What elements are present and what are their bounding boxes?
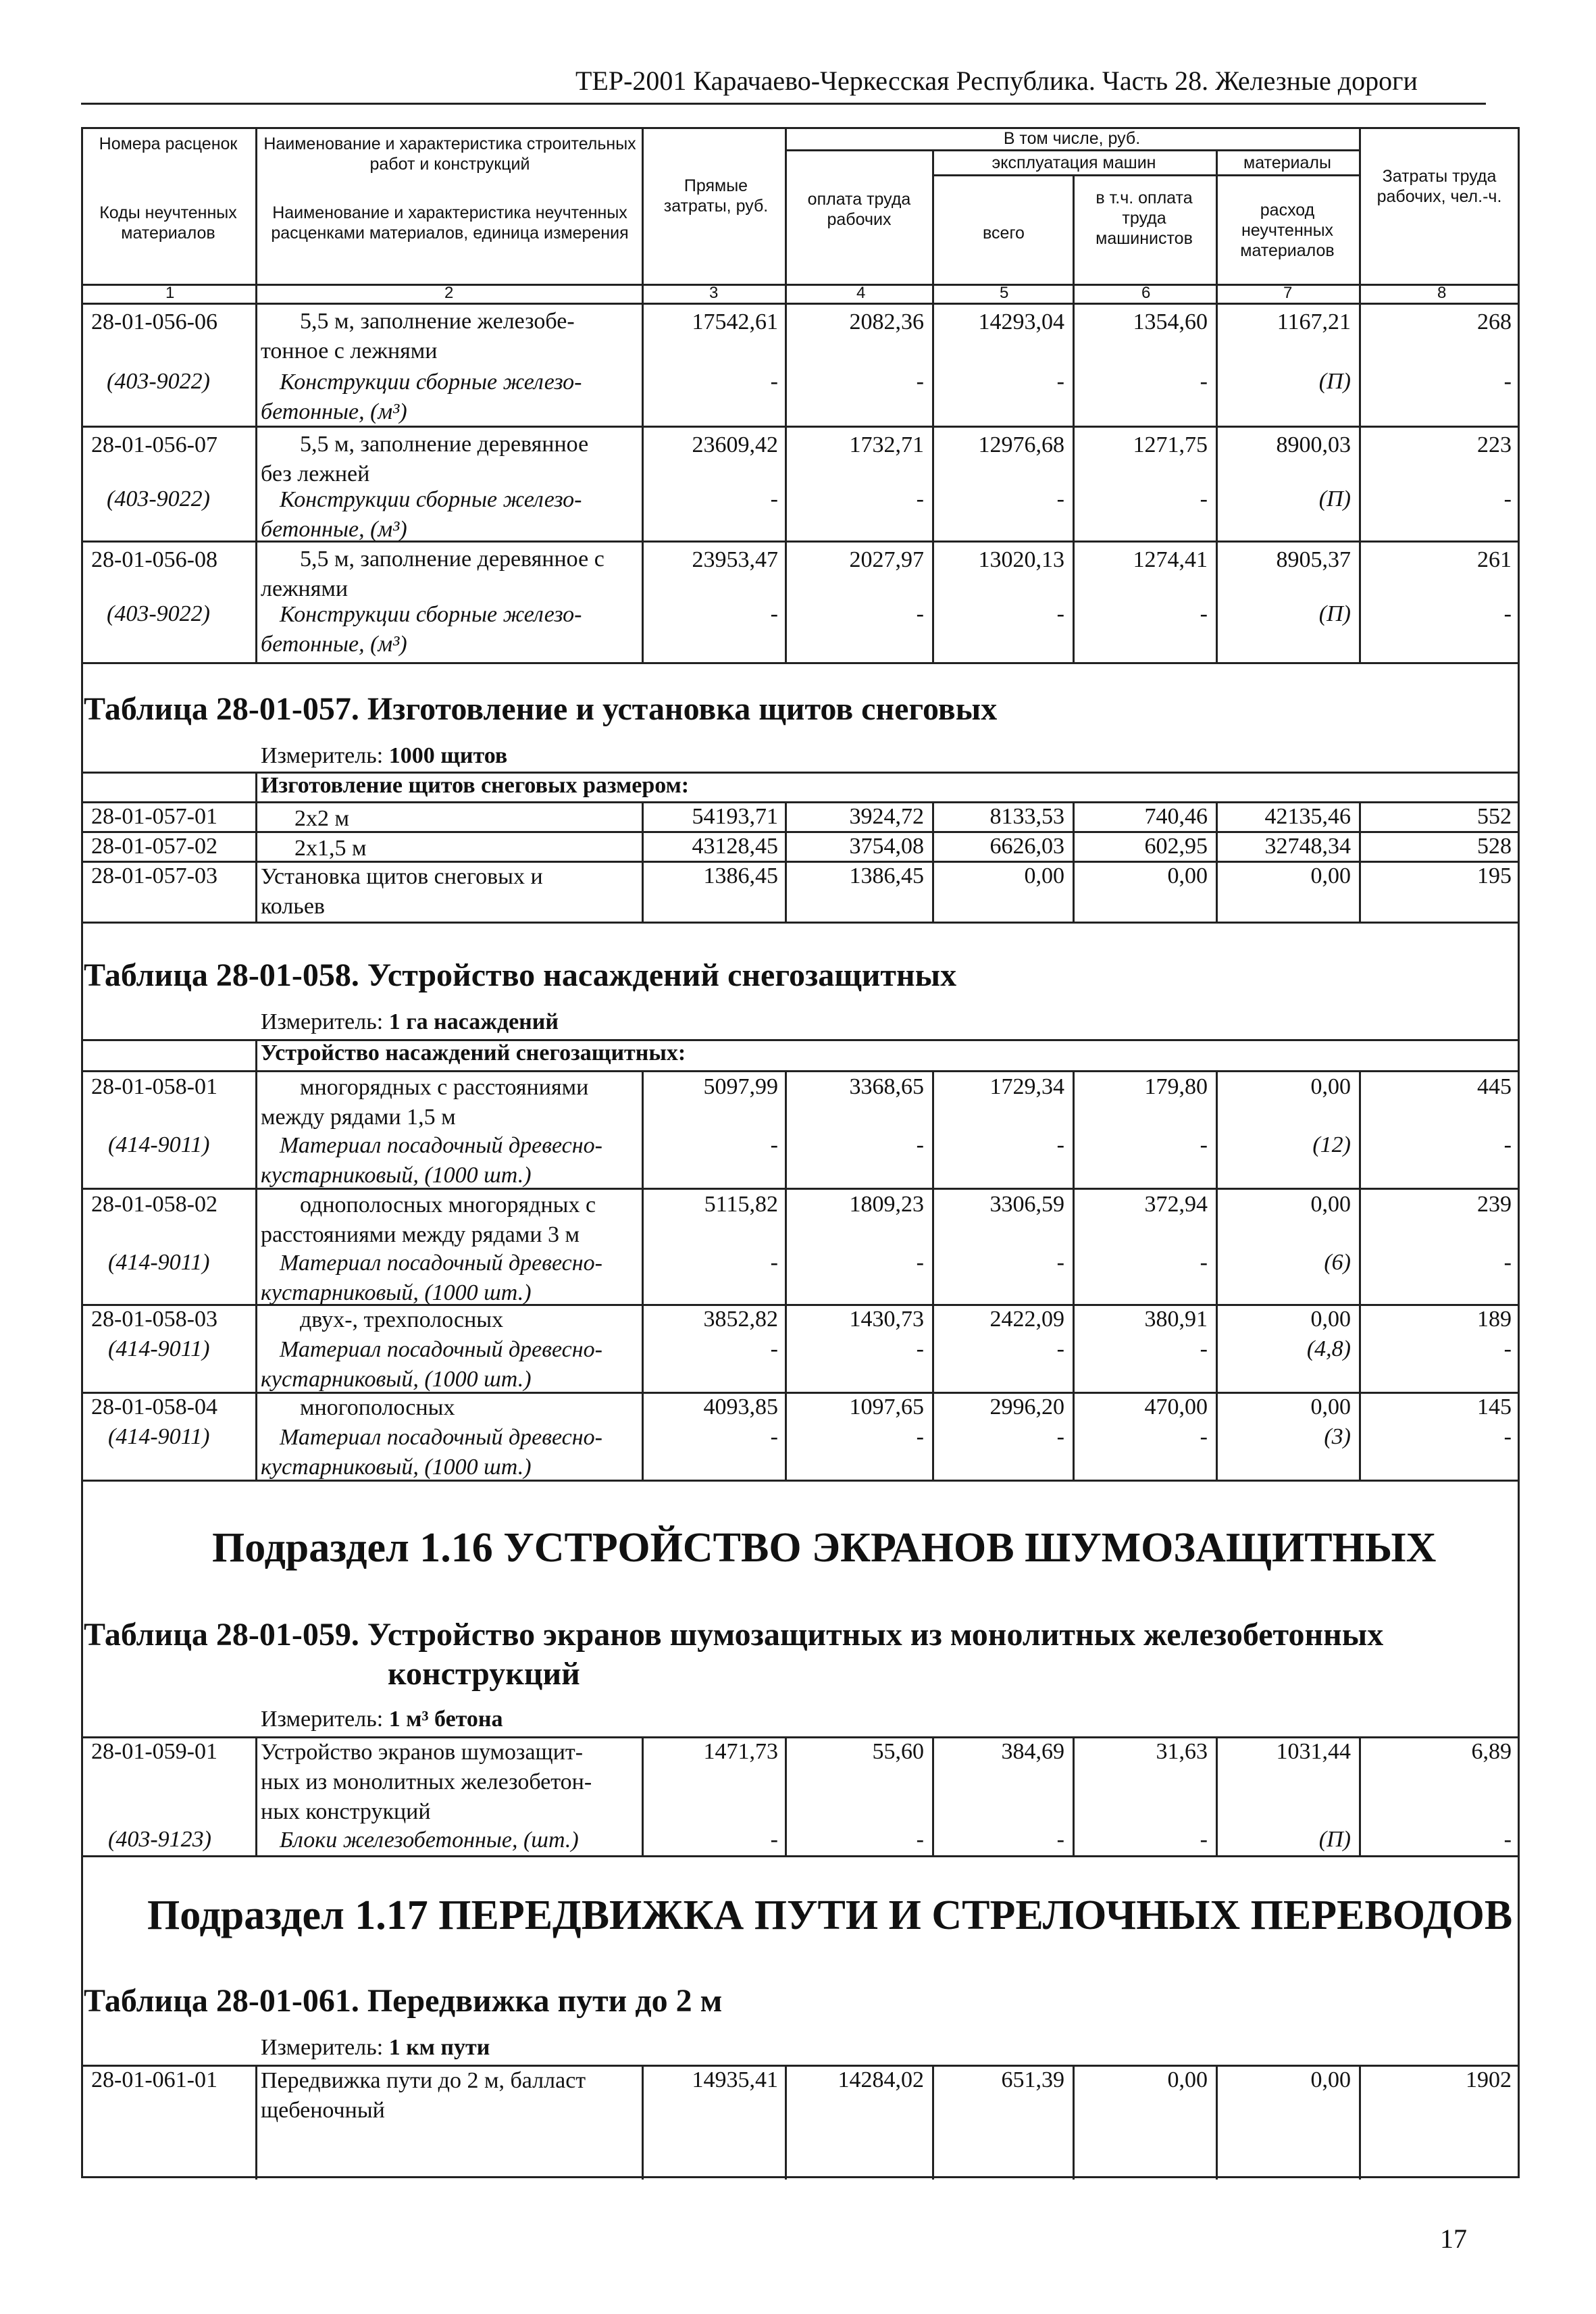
direct-costs: 1386,45 [703,863,778,888]
material-description: Конструкции сборные железо- бетонные, (м³) [261,370,582,424]
material-consumption: (3) [1324,1424,1351,1449]
rate-code: 28-01-057-01 [91,804,217,829]
rate-code: 28-01-059-01 [91,1739,217,1764]
value-dash: - [1503,1424,1512,1449]
wages: 55,60 [872,1739,924,1764]
work-description: 5,5 м, заполнение железобе- тонное с лежнями [261,309,575,363]
wages: 2082,36 [849,309,924,334]
direct-costs: 23609,42 [692,432,778,457]
value-dash: - [916,1424,924,1449]
rate-code: 28-01-058-04 [91,1394,217,1419]
col-header-material-name: Наименование и характеристика неучтенных расценками материалов, единица измерения [271,203,629,243]
materials: 8905,37 [1276,547,1351,572]
wages: 1430,73 [849,1307,924,1332]
value-dash: - [770,1250,778,1275]
machines-total: 12976,68 [978,432,1064,457]
material-code: (403-9123) [108,1827,211,1852]
header-rule [81,103,1486,105]
material-code: (414-9011) [108,1336,210,1361]
rate-code: 28-01-058-02 [91,1192,217,1217]
header-bottom-rule [81,284,1520,286]
work-description: двух-, трехполосных [300,1307,504,1332]
value-dash: - [916,486,924,511]
material-description: Материал посадочный древесно- кустарниковый, (1000 шт.) [261,1425,602,1480]
direct-costs: 4093,85 [703,1394,778,1419]
materials: 0,00 [1310,1307,1351,1332]
operator-wages: 602,95 [1144,834,1208,859]
rate-code: 28-01-057-02 [91,834,217,859]
value-dash: - [1503,1250,1512,1275]
material-description: Материал посадочный древесно- кустарниковый, (1000 шт.) [261,1337,602,1392]
machines-total: 1729,34 [989,1074,1064,1099]
measure-061: Измеритель: 1 км пути [261,2035,490,2060]
rate-code: 28-01-058-01 [91,1074,217,1099]
col-header-unaccounted-materials: расход неучтенных материалов [1240,201,1335,260]
value-dash: - [1200,1132,1208,1157]
value-dash: - [1200,1250,1208,1275]
value-dash: - [1056,601,1064,626]
work-description: 5,5 м, заполнение деревянное без лежней [261,432,589,486]
work-description: 2х1,5 м [294,836,367,861]
wages: 3924,72 [849,804,924,829]
materials: 0,00 [1310,863,1351,888]
labor-costs: 189 [1477,1307,1512,1332]
group-heading-058: Устройство насаждений снегозащитных: [261,1040,686,1065]
value-dash: - [1056,1827,1064,1852]
labor-costs: 1902 [1466,2067,1512,2092]
value-dash: - [1056,1336,1064,1361]
wages: 1386,45 [849,863,924,888]
machines-total: 8133,53 [989,804,1064,829]
value-dash: - [770,1336,778,1361]
value-dash: - [770,1424,778,1449]
direct-costs: 3852,82 [703,1307,778,1332]
material-code: (414-9011) [108,1132,210,1157]
labor-costs: 268 [1477,309,1512,334]
materials: 0,00 [1310,1192,1351,1217]
col-header-wages: оплата труда рабочих [807,190,911,229]
table-title-061: Таблица 28-01-061. Передвижка пути до 2 м [84,1983,723,2019]
work-description: Устройство экранов шумозащит- ных из монолитных железобетон- ных конструкций [261,1740,592,1824]
page-number: 17 [1440,2223,1467,2254]
machines-total: 13020,13 [978,547,1064,572]
rate-code: 28-01-058-03 [91,1307,217,1332]
value-dash: - [916,601,924,626]
value-dash: - [770,486,778,511]
work-description: Передвижка пути до 2 м, балласт щебеночный [261,2068,586,2123]
material-description: Материал посадочный древесно- кустарниковый, (1000 шт.) [261,1133,602,1188]
wages: 14284,02 [838,2067,924,2092]
materials: 42135,46 [1264,804,1351,829]
subsection-title-1-16: Подраздел 1.16 УСТРОЙСТВО ЭКРАНОВ ШУМОЗАЩИТНЫХ [212,1525,1437,1571]
material-description: Конструкции сборные железо- бетонные, (м³) [261,487,582,542]
material-consumption: (12) [1312,1132,1351,1157]
machines-total: 6626,03 [989,834,1064,859]
operator-wages: 1271,75 [1133,432,1208,457]
work-description: Установка щитов снеговых и кольев [261,864,543,919]
mach-rule [932,174,1359,176]
value-dash: - [1200,486,1208,511]
labor-costs: 528 [1477,834,1512,859]
material-code: (403-9022) [107,486,210,511]
wages: 1732,71 [849,432,924,457]
labor-costs: 223 [1477,432,1512,457]
value-dash: - [1056,1424,1064,1449]
group-heading-057: Изготовление щитов снеговых размером: [261,773,690,798]
value-dash: - [1056,486,1064,511]
wages: 2027,97 [849,547,924,572]
col-number-8: 8 [1437,284,1447,302]
direct-costs: 54193,71 [692,804,778,829]
work-description: однополосных многорядных с расстояниями между рядами 3 м [261,1192,596,1247]
value-dash: - [916,1336,924,1361]
labor-costs: 239 [1477,1192,1512,1217]
direct-costs: 43128,45 [692,834,778,859]
materials: 1167,21 [1277,309,1351,334]
col-header-including: В том числе, руб. [1003,129,1141,148]
col-header-material-code: Коды неучтенных материалов [99,203,237,243]
labor-costs: 445 [1477,1074,1512,1099]
measure-058: Измеритель: 1 га насаждений [261,1009,559,1034]
material-code: (403-9022) [107,369,210,394]
col-header-operator-wages: в т.ч. оплата труда машинистов [1096,188,1193,248]
work-description: 5,5 м, заполнение деревянное с лежнями [261,547,604,601]
work-description: многорядных с расстояниями между рядами 1,5 м [261,1075,589,1130]
value-dash: - [1200,1827,1208,1852]
operator-wages: 470,00 [1144,1394,1208,1419]
value-dash: - [1200,601,1208,626]
table-title-059-line2: конструкций [388,1656,580,1692]
labor-costs: 552 [1477,804,1512,829]
table-title-059: Таблица 28-01-059. Устройство экранов шумозащитных из монолитных железобетонных [84,1617,1384,1653]
operator-wages: 740,46 [1144,804,1208,829]
material-consumption: (П) [1318,601,1351,626]
material-description: Конструкции сборные железо- бетонные, (м³) [261,602,582,657]
value-dash: - [1503,486,1512,511]
wages: 3754,08 [849,834,924,859]
operator-wages: 0,00 [1167,2067,1208,2092]
material-consumption: (П) [1318,1827,1351,1852]
value-dash: - [1503,1336,1512,1361]
value-dash: - [1503,601,1512,626]
materials: 0,00 [1310,1074,1351,1099]
measure-059: Измеритель: 1 м³ бетона [261,1707,503,1732]
labor-costs: 195 [1477,863,1512,888]
operator-wages: 1274,41 [1133,547,1208,572]
value-dash: - [1503,1827,1512,1852]
operator-wages: 380,91 [1144,1307,1208,1332]
table-title-057: Таблица 28-01-057. Изготовление и установка щитов снеговых [84,691,998,727]
value-dash: - [1200,1336,1208,1361]
material-description: Материал посадочный древесно- кустарниковый, (1000 шт.) [261,1251,602,1305]
wages: 1097,65 [849,1394,924,1419]
operator-wages: 0,00 [1167,863,1208,888]
wages: 1809,23 [849,1192,924,1217]
direct-costs: 5115,82 [704,1192,778,1217]
materials: 0,00 [1310,1394,1351,1419]
table-title-058: Таблица 28-01-058. Устройство насаждений снегозащитных [84,957,957,993]
labor-costs: 261 [1477,547,1512,572]
page-header: ТЕР-2001 Карачаево-Черкесская Республика. Часть 28. Железные дороги [575,66,1418,96]
col-number-3: 3 [709,284,719,302]
col-header-rate-number: Номера расценок [99,134,238,153]
material-consumption: (П) [1318,486,1351,511]
value-dash: - [770,369,778,394]
direct-costs: 17542,61 [692,309,778,334]
value-dash: - [770,1132,778,1157]
direct-costs: 23953,47 [692,547,778,572]
material-consumption: (4,8) [1306,1336,1351,1361]
colnum-bottom-rule [81,303,1520,305]
direct-costs: 1471,73 [703,1739,778,1764]
value-dash: - [1056,1132,1064,1157]
value-dash: - [916,1132,924,1157]
col-number-5: 5 [1000,284,1009,302]
col-number-7: 7 [1283,284,1293,302]
material-consumption: (6) [1324,1250,1351,1275]
machines-total: 3306,59 [989,1192,1064,1217]
value-dash: - [916,369,924,394]
value-dash: - [916,1250,924,1275]
col-number-2: 2 [444,284,454,302]
labor-costs: 145 [1477,1394,1512,1419]
subsection-title-1-17: Подраздел 1.17 ПЕРЕДВИЖКА ПУТИ И СТРЕЛОЧНЫХ ПЕРЕВОДОВ [147,1892,1513,1938]
rate-code: 28-01-056-08 [91,547,217,572]
machines-total: 2422,09 [989,1307,1064,1332]
col-header-machines: эксплуатация машин [992,153,1156,172]
value-dash: - [1503,369,1512,394]
material-code: (414-9011) [108,1424,210,1449]
value-dash: - [1056,369,1064,394]
rate-code: 28-01-057-03 [91,863,217,888]
materials: 1031,44 [1276,1739,1351,1764]
value-dash: - [916,1827,924,1852]
materials: 8900,03 [1276,432,1351,457]
direct-costs: 14935,41 [692,2067,778,2092]
machines-total: 2996,20 [989,1394,1064,1419]
col-header-work-name: Наименование и характеристика строительных работ и конструкций [263,134,636,174]
value-dash: - [770,1827,778,1852]
wages: 3368,65 [849,1074,924,1099]
labor-costs: 6,89 [1471,1739,1512,1764]
machines-total: 651,39 [1001,2067,1064,2092]
operator-wages: 31,63 [1156,1739,1208,1764]
rate-code: 28-01-061-01 [91,2067,217,2092]
col-header-direct-costs: Прямые затраты, руб. [663,176,769,216]
work-description: многополосных [300,1395,455,1420]
value-dash: - [1200,1424,1208,1449]
materials: 32748,34 [1264,834,1351,859]
col-header-total: всего [983,224,1025,243]
incl-rule [785,149,1359,151]
material-code: (403-9022) [107,601,210,626]
value-dash: - [1503,1132,1512,1157]
machines-total: 14293,04 [978,309,1064,334]
rate-code: 28-01-056-07 [91,432,217,457]
materials: 0,00 [1310,2067,1351,2092]
work-description: 2х2 м [294,806,350,831]
machines-total: 384,69 [1001,1739,1064,1764]
measure-057: Измеритель: 1000 щитов [261,743,508,768]
operator-wages: 179,80 [1144,1074,1208,1099]
operator-wages: 372,94 [1144,1192,1208,1217]
col-header-labor-costs: Затраты труда рабочих, чел.-ч. [1376,167,1502,206]
material-code: (414-9011) [108,1250,210,1275]
material-description: Блоки железобетонные, (шт.) [280,1828,579,1853]
direct-costs: 5097,99 [703,1074,778,1099]
col-number-1: 1 [165,284,175,302]
value-dash: - [770,601,778,626]
value-dash: - [1056,1250,1064,1275]
col-number-4: 4 [856,284,866,302]
rate-code: 28-01-056-06 [91,309,217,334]
value-dash: - [1200,369,1208,394]
col-header-materials: материалы [1243,153,1331,172]
material-consumption: (П) [1318,369,1351,394]
operator-wages: 1354,60 [1133,309,1208,334]
machines-total: 0,00 [1024,863,1064,888]
col-number-6: 6 [1141,284,1151,302]
